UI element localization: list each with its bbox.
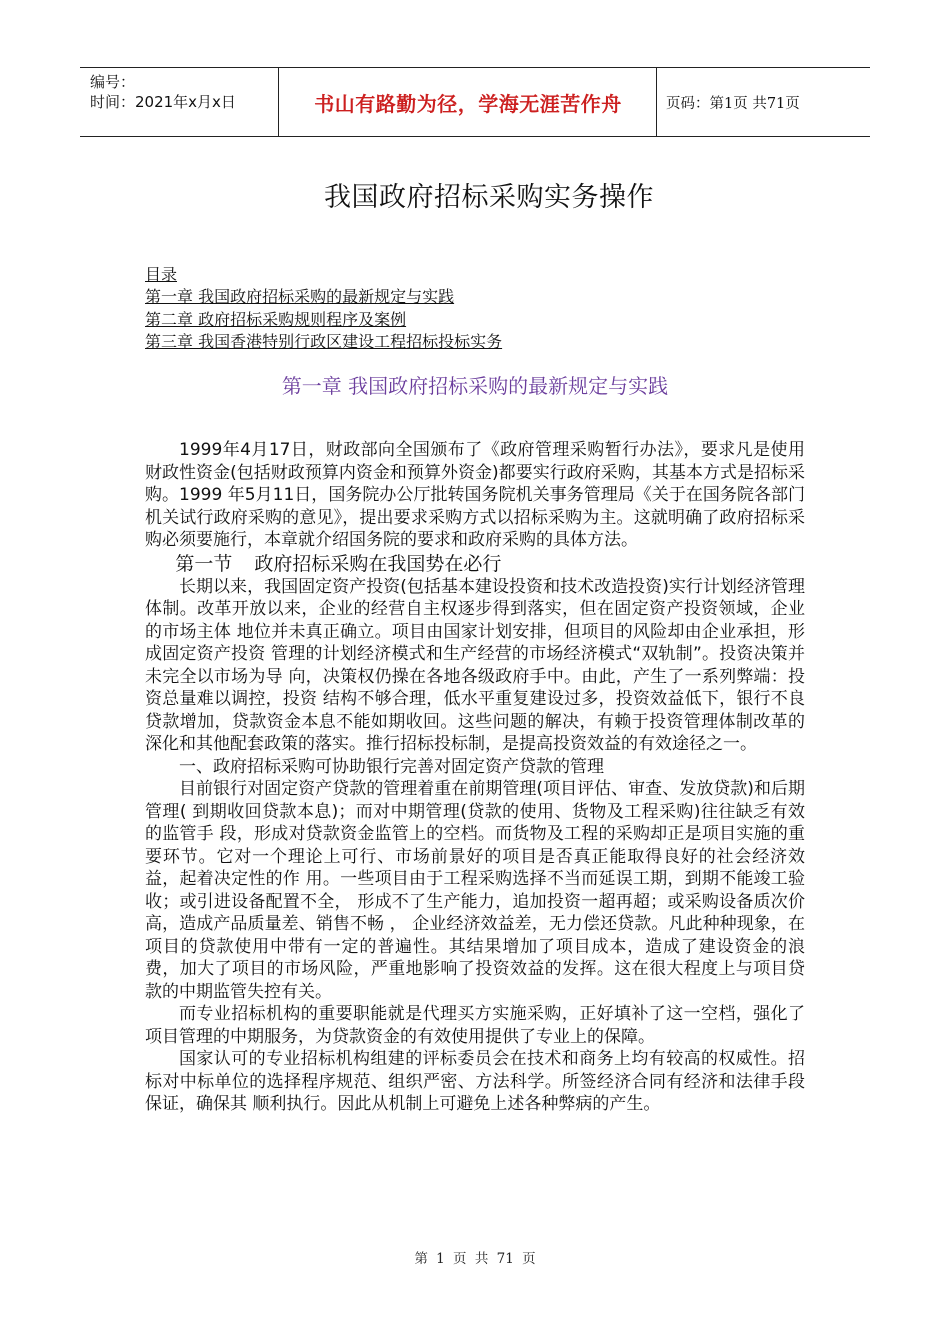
chapter-heading: 第一章 我国政府招标采购的最新规定与实践: [281, 374, 669, 398]
toc-item-chapter-1[interactable]: 第一章 我国政府招标采购的最新规定与实践: [145, 287, 455, 307]
header-page-info: 页码：第1页 共71页: [666, 95, 800, 112]
document-title: 我国政府招标采购实务操作: [324, 182, 654, 213]
toc-label[interactable]: 目录: [145, 265, 178, 284]
paragraph-3: 目前银行对固定资产贷款的管理着重在前期管理(项目评估、审查、发放贷款)和后期管理( 到期收回贷款本息)；而对中期管理(贷款的使用、货物及工程采购)往往缺乏有效的监管手 段，形成对贷款资金监管上的空档。而货物及工程的采购却正是项目实施的重要环节。它对一个理论上可行、市场前景好的项目是否真正能取得良好的社会经济效益，起着决定性的作 用。一些项目由于工程采购选择不当而延误工期，到期不能竣工验收；或引进设备配置不全， 形成不了生产能力，追加投资一超再超；或采购设备质次价高，造成产品质量差、销售不畅 ， 企业经济效益差，无力偿还贷款。凡此种种现象，在项目的贷款使用中带有一定的普遍性。其结果增加了项目成本，造成了建设资金的浪费，加大了项目的市场风险，严重地影响了投资效益的发挥。这在很大程度上与项目贷款的中期监管失控有关。: [145, 779, 805, 1002]
table-of-contents: [145, 264, 502, 353]
paragraph-5: 国家认可的专业招标机构组建的评标委员会在技术和商务上均有较高的权威性。招标对中标单位的选择程序规范、组织严密、方法科学。所签经济合同有经济和法律手段保证，确保其 顺利执行。因此从机制上可避免上述各种弊病的产生。: [145, 1049, 805, 1114]
paragraph-1: 1999年4月17日，财政部向全国颁布了《政府管理采购暂行办法》，要求凡是使用财政性资金(包括财政预算内资金和预算外资金)都要实行政府采购，其基本方式是招标采购。1999 年5月11日，国务院办公厅批转国务院机关事务管理局《关于在国务院各部门机关试行政府采购的意见》，提出要求采购方式以招标采购为主。这就明确了政府招标采购必须要施行，本章就介绍国务院的要求和政府采购的具体方法。: [145, 440, 805, 550]
time-label: 时间：2021年x月x日: [90, 93, 236, 111]
paragraph-2: 长期以来，我国固定资产投资(包括基本建设投资和技术改造投资)实行计划经济管理体制。改革开放以来，企业的经营自主权逐步得到落实，但在固定资产投资领域，企业的市场主体 地位并未真正确立。项目由国家计划安排，但项目的风险却由企业承担，形成固定资产投资 管理的计划经济模式和生产经营的市场经济模式“双轨制”。投资决策并未完全以市场为导 向，决策权仍操在各地各级政府手中。由此，产生了一系列弊端：投资总量难以调控，投资 结构不够合理，低水平重复建设过多，投资效益低下，银行不良贷款增加，贷款资金本息不能如期收回。这些问题的解决，有赖于投资管理体制改革的深化和其他配套政策的落实。推行招标投标制，是提高投资效益的有效途径之一。: [145, 576, 805, 754]
section-heading: [145, 552, 805, 576]
page-footer: 第 1 页 共 71 页: [414, 1251, 536, 1267]
body-content: [145, 439, 805, 1116]
toc-item-chapter-3[interactable]: 第三章 我国香港特别行政区建设工程招标投标实务: [145, 331, 503, 351]
subsection-heading: 一、政府招标采购可协助银行完善对固定资产贷款的管理: [179, 756, 604, 777]
section-number: 第一节: [175, 552, 233, 575]
page-header: [80, 67, 870, 137]
header-motto: 书山有路勤为径，学海无涯苦作舟: [280, 68, 657, 136]
number-label: 编号：: [90, 73, 136, 91]
section-title: 政府招标采购在我国势在必行: [254, 552, 502, 575]
header-meta: [80, 68, 279, 136]
toc-item-chapter-2[interactable]: 第二章 政府招标采购规则程序及案例: [145, 309, 407, 329]
paragraph-4: 而专业招标机构的重要职能就是代理买方实施采购，正好填补了这一空档，强化了项目管理的中期服务，为贷款资金的有效使用提供了专业上的保障。: [145, 1004, 805, 1047]
